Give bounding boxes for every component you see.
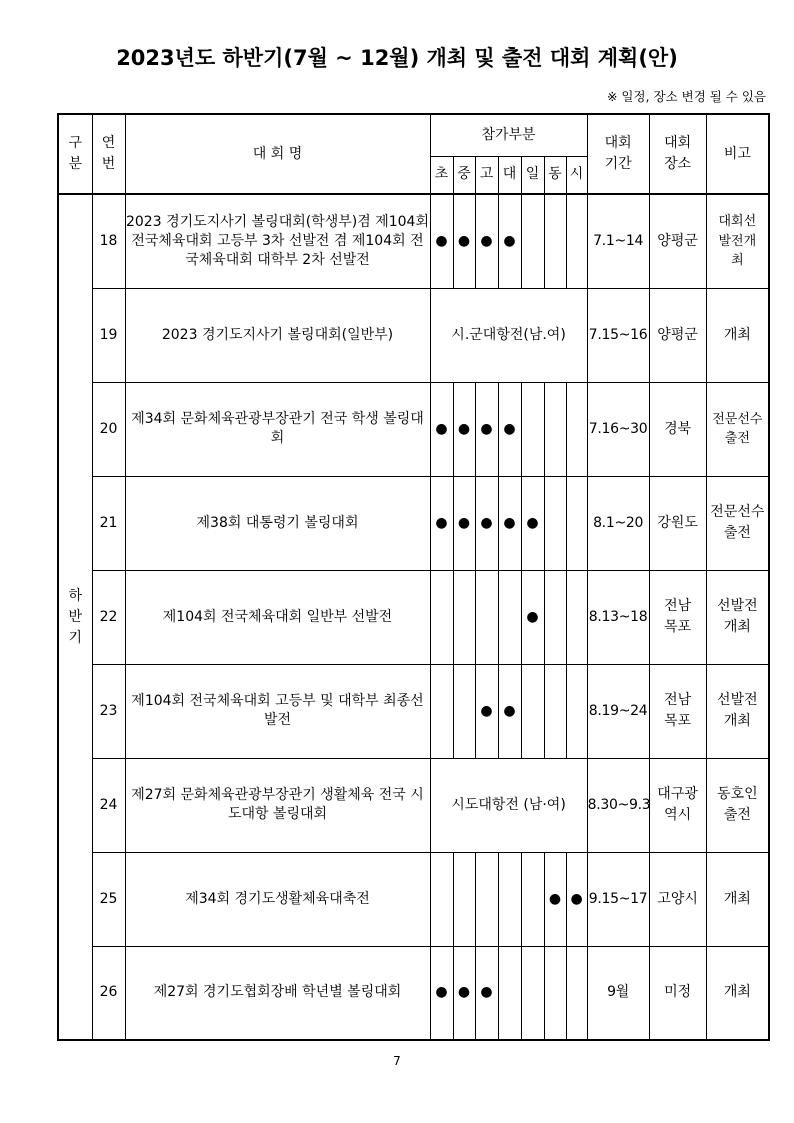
row-seq: 18 (92, 194, 125, 288)
table-row (58, 570, 769, 664)
division-mark-cell (544, 852, 566, 946)
division-mark-cell (566, 852, 587, 946)
table-row (58, 852, 769, 946)
participation-dot-icon: ● (457, 232, 471, 249)
table-row (58, 194, 769, 288)
row-remark-text: 동호인출전 (717, 786, 758, 823)
division-mark-cell (544, 382, 566, 476)
page-number: 7 (393, 1054, 401, 1068)
division-mark-cell (453, 570, 475, 664)
row-division-span: 시.군대항전(남.여) (430, 288, 587, 382)
header-venue-line2: 장소 (664, 156, 692, 172)
header-period-line2: 기간 (604, 156, 632, 172)
row-division-span: 시도대항전 (남·여) (430, 758, 587, 852)
row-remark-text: 개최 (723, 326, 751, 343)
row-competition-name: 제38회 대통령기 볼링대회 (125, 476, 430, 570)
header-period (587, 114, 649, 194)
division-mark-cell (498, 194, 521, 288)
row-venue-text: 양평군 (657, 232, 698, 249)
row-venue-text: 고양시 (657, 890, 698, 907)
division-mark-cell (430, 570, 453, 664)
row-competition-name: 제34회 경기도생활체육대축전 (125, 852, 430, 946)
row-competition-name: 2023 경기도지사기 볼링대회(학생부)겸 제104회 전국체육대회 고등부 3차 선발전 겸 제104회 전국체육대회 대학부 2차 선발전 (125, 194, 430, 288)
division-mark-cell (498, 382, 521, 476)
header-division: 참가부분 (430, 114, 587, 156)
table-row (58, 664, 769, 758)
division-mark-cell (566, 946, 587, 1040)
table-body (58, 194, 769, 1040)
participation-dot-icon: ● (435, 420, 448, 437)
row-period: 7.15~16 (587, 288, 649, 382)
row-seq: 21 (92, 476, 125, 570)
division-mark-cell (544, 664, 566, 758)
participation-dot-icon: ● (480, 702, 493, 719)
participation-dot-icon: ● (435, 514, 448, 531)
competition-plan-table (57, 113, 770, 1041)
row-competition-name: 제104회 전국체육대회 고등부 및 대학부 최종선발전 (125, 664, 430, 758)
division-mark-cell (566, 194, 587, 288)
row-seq: 26 (92, 946, 125, 1040)
participation-dot-icon: ● (548, 890, 562, 907)
header-division-university: 대 (498, 156, 521, 194)
participation-dot-icon: ● (480, 232, 493, 249)
row-venue-text: 미정 (664, 984, 692, 1001)
division-mark-cell (430, 382, 453, 476)
table-row (58, 758, 769, 852)
division-mark-cell (453, 664, 475, 758)
row-period: 8.19~24 (587, 664, 649, 758)
participation-dot-icon: ● (435, 232, 448, 249)
participation-dot-icon: ● (457, 514, 471, 531)
division-mark-cell (521, 476, 544, 570)
row-period: 7.16~30 (587, 382, 649, 476)
division-mark-cell (544, 570, 566, 664)
row-venue (649, 382, 706, 476)
participation-dot-icon: ● (526, 514, 539, 531)
division-mark-cell (430, 194, 453, 288)
row-seq: 19 (92, 288, 125, 382)
division-mark-cell (475, 382, 498, 476)
division-mark-cell (475, 194, 498, 288)
category-cell (58, 194, 92, 1040)
row-remark (706, 758, 769, 852)
row-venue (649, 194, 706, 288)
division-mark-cell (498, 946, 521, 1040)
row-venue-text: 전남목포 (664, 692, 692, 729)
row-remark (706, 476, 769, 570)
division-mark-cell (566, 570, 587, 664)
row-period: 8.1~20 (587, 476, 649, 570)
row-remark (706, 288, 769, 382)
header-category-line2: 분 (68, 156, 83, 172)
division-mark-cell (475, 852, 498, 946)
row-venue (649, 476, 706, 570)
participation-dot-icon: ● (503, 514, 516, 531)
division-mark-cell (498, 664, 521, 758)
row-remark-text: 전문선수 출전 (710, 504, 765, 541)
division-mark-cell (453, 476, 475, 570)
division-mark-cell (498, 570, 521, 664)
division-mark-cell (453, 194, 475, 288)
table-row (58, 382, 769, 476)
header-division-middle: 중 (453, 156, 475, 194)
division-mark-cell (430, 852, 453, 946)
row-seq: 23 (92, 664, 125, 758)
header-venue (649, 114, 706, 194)
row-competition-name: 제104회 전국체육대회 일반부 선발전 (125, 570, 430, 664)
row-remark-text: 개최 (723, 984, 751, 1001)
division-mark-cell (544, 946, 566, 1040)
division-mark-cell (521, 664, 544, 758)
row-venue (649, 288, 706, 382)
division-mark-cell (566, 476, 587, 570)
participation-dot-icon: ● (526, 608, 539, 625)
row-remark-text: 선발전개최 (717, 692, 758, 729)
table-row (58, 946, 769, 1040)
participation-dot-icon: ● (503, 702, 516, 719)
division-mark-cell (430, 664, 453, 758)
division-mark-cell (521, 946, 544, 1040)
row-remark-text: 대회선발전개최 (718, 214, 757, 268)
row-venue-text: 경북 (664, 420, 692, 437)
header-division-general: 일 (521, 156, 544, 194)
table-row (58, 476, 769, 570)
row-competition-name: 제34회 문화체육관광부장관기 전국 학생 볼링대회 (125, 382, 430, 476)
row-venue (649, 570, 706, 664)
participation-dot-icon: ● (480, 420, 493, 437)
row-period: 7.1~14 (587, 194, 649, 288)
division-mark-cell (498, 852, 521, 946)
division-mark-cell (521, 570, 544, 664)
row-remark (706, 194, 769, 288)
division-mark-cell (430, 476, 453, 570)
header-division-city: 시 (566, 156, 587, 194)
row-remark-text: 개최 (723, 890, 751, 907)
row-remark (706, 946, 769, 1040)
row-remark-text: 선발전개최 (717, 598, 758, 635)
division-mark-cell (475, 946, 498, 1040)
row-seq: 22 (92, 570, 125, 664)
division-mark-cell (521, 852, 544, 946)
row-venue-text: 강원도 (657, 514, 698, 531)
division-mark-cell (475, 664, 498, 758)
division-mark-cell (453, 382, 475, 476)
header-category (58, 114, 92, 194)
row-remark (706, 852, 769, 946)
participation-dot-icon: ● (503, 420, 516, 437)
category-label: 하반기 (68, 587, 83, 646)
row-competition-name: 2023 경기도지사기 볼링대회(일반부) (125, 288, 430, 382)
row-period: 8.13~18 (587, 570, 649, 664)
division-mark-cell (430, 946, 453, 1040)
header-remark: 비고 (706, 114, 769, 194)
row-competition-name: 제27회 경기도협회장배 학년별 볼링대회 (125, 946, 430, 1040)
row-seq: 20 (92, 382, 125, 476)
header-category-line1: 구 (68, 135, 83, 151)
division-mark-cell (475, 476, 498, 570)
row-remark (706, 382, 769, 476)
header-seq-line2: 번 (101, 156, 116, 172)
header-name: 대 회 명 (125, 114, 430, 194)
participation-dot-icon: ● (480, 984, 493, 1001)
header-division-club: 동 (544, 156, 566, 194)
header-venue-line1: 대회 (664, 135, 692, 151)
row-venue (649, 758, 706, 852)
row-remark (706, 664, 769, 758)
division-mark-cell (566, 382, 587, 476)
division-mark-cell (453, 946, 475, 1040)
header-period-line1: 대회 (604, 135, 632, 151)
division-mark-cell (475, 570, 498, 664)
row-period: 8.30~9.3 (587, 758, 649, 852)
row-remark (706, 570, 769, 664)
participation-dot-icon: ● (503, 232, 516, 249)
row-remark-text: 전문선수출전 (712, 411, 763, 446)
division-mark-cell (544, 476, 566, 570)
row-seq: 24 (92, 758, 125, 852)
division-mark-cell (453, 852, 475, 946)
table-row (58, 288, 769, 382)
header-division-elementary: 초 (430, 156, 453, 194)
division-mark-cell (544, 194, 566, 288)
row-venue (649, 946, 706, 1040)
row-venue-text: 전남목포 (664, 598, 692, 635)
participation-dot-icon: ● (457, 420, 471, 437)
participation-dot-icon: ● (480, 514, 493, 531)
header-division-high: 고 (475, 156, 498, 194)
participation-dot-icon: ● (435, 984, 448, 1001)
row-venue (649, 664, 706, 758)
row-seq: 25 (92, 852, 125, 946)
header-seq-line1: 연 (101, 135, 116, 151)
row-period: 9.15~17 (587, 852, 649, 946)
row-competition-name: 제27회 문화체육관광부장관기 생활체육 전국 시도대항 볼링대회 (125, 758, 430, 852)
schedule-note: ※ 일정, 장소 변경 될 수 있음 (606, 89, 766, 104)
row-venue (649, 852, 706, 946)
row-period: 9월 (587, 946, 649, 1040)
header-seq (92, 114, 125, 194)
division-mark-cell (521, 382, 544, 476)
division-mark-cell (498, 476, 521, 570)
division-mark-cell (566, 664, 587, 758)
page-title: 2023년도 하반기(7월 ~ 12월) 개최 및 출전 대회 계획(안) (116, 46, 678, 70)
division-mark-cell (521, 194, 544, 288)
participation-dot-icon: ● (570, 890, 583, 907)
participation-dot-icon: ● (457, 984, 471, 1001)
row-venue-text: 양평군 (657, 326, 698, 343)
row-venue-text: 대구광역시 (657, 786, 698, 823)
